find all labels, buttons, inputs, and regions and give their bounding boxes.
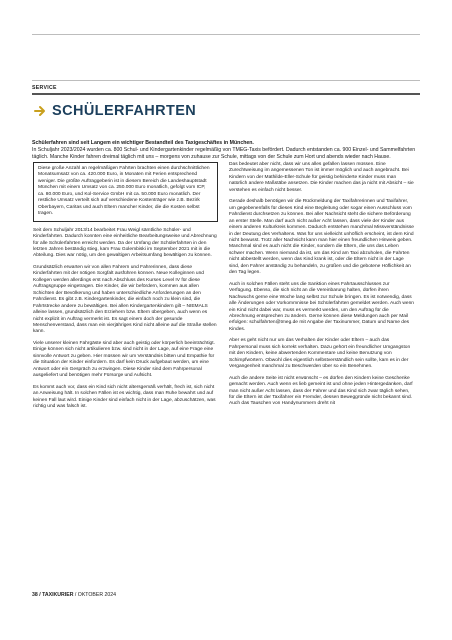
- lead-strong: Schülerfahren sind seit Langem ein wichtiger Bestandteil des Taxigeschäftes in München.: [32, 140, 254, 146]
- body-paragraph: Aber es geht nicht nur um das Verhalten der Kinder oder Eltern – auch das Fahrpersonal muss sich korrekt verhalten. Dazu gehört ein freundlicher Umgangston mit den Kindern, keine abwertenden Kommentare und keine Benutzung von Schimpfwörtern. Obwohl dies eigentlich selbstverständlich sein sollte, kam es in der Vergangenheit manchmal zu Beschwerden über so ein Benehmen.: [229, 338, 411, 370]
- info-box-text: Diese große Anzahl an regelmäßigen Fahrten brachten einen durchschnittlichen Monatsumsatz von ca. 420.000 Euro, in Monaten mit Ferien entsprechend weniger. Die größte Auftraggeberin ist in diesem Bereich die Landeshauptstadt München mit einem Umsatz von ca. 250.000 Euro monatlich, gefolgt vom ICP, ca. 80.000 Euro, und Kol-Service GmbH mit ca. 50.000 Euro monatlich. Der restliche Umsatz verteilt sich auf verschiedene Kostenträger wie z.B. Bezirk Oberbayern, Caritas und auch Eltern mancher Kinder, die die Kosten selbst tragen.: [38, 166, 210, 217]
- top-rule: [32, 34, 420, 35]
- section-label: SERVICE: [32, 85, 57, 91]
- body-paragraph: Seit dem Schuljahr 2013/14 bearbeitet Frau Weigl sämtliche Schüler- und Kinderfahrten. Dadurch konnten eine einheitliche Bearbeitungsweise und Abrechnung für alle Schülerfahrten erreicht werden. Da der Umfang der Schülerfahrten in den letzten Jahren beständig stieg, kam Frau Golembiski im September 2021 mit in die Abteilung. Dies war nötig, um den gewaltigen Arbeitsumfang bewältigen zu können.: [33, 227, 217, 259]
- body-paragraph: Das bedeutet aber nicht, dass wir uns alles gefallen lassen müssen. Eine Zurechtweisung im angemessenen Ton ist immer möglich und auch angebracht. Bei Kindern von der Mathilde-Eller-Schule für geistig behinderte Kinder muss man natürlich andere Maßstäbe ansetzen. Die Kinder machen das ja nicht mit Absicht – sie verstehen es einfach nicht besser.: [229, 162, 414, 193]
- page-footer: 38 / TAXIKURIER / OKTOBER 2024: [32, 592, 117, 598]
- magazine-name: TAXIKURIER: [42, 592, 74, 598]
- body-paragraph: Viele unserer kleinen Fahrgäste sind aber auch geistig oder körperlich beeinträchtigt. Einige können sich nicht artikulieren bzw. sind nicht in der Lage, auf eine Frage eine sinnvolle Antwort zu geben. Hier müssen wir um Verständnis bitten und Empathie für die Situation der Kinder einfordern. Es darf kein Druck aufgebaut werden, um eine Antwort oder ein Gespräch zu erzwingen. Diese Kinder sind dem Fahrpersonal ausgeliefert und benötigen mehr Fürsorge und Aufsicht.: [33, 340, 215, 379]
- body-paragraph: Grundsätzlich erwarten wir von allen Fahrern und Fahrerinnen, dass diese Kinderfahrten mit der nötigen Sorgfalt ausführen können. Neue Kolleginnen und Kollegen werden allerdings erst nach Abschluss des Kurses Level IV für diese Auftragsgruppe eingetragen. Die Kinder, die wir befördern, kommen aus allen Schichten der Bevölkerung und haben unterschiedliche Anforderungen an den Fahrdienst. Es gibt z.B. Kindergartenkinder, die einfach noch zu klein sind, die Fahrtstrecke andere zu bewältigen. Bei allen Kindergartenkindern gilt – NIEMALS alleine lassen, grundsätzlich den Erziehern bzw. Eltern übergeben, auch wenn es nicht explizit im Auftrag vermerkt ist. Es sagt einem doch der gesunde Menschenverstand, dass man ein vierjähriges Kind nicht alleine auf die Straße stellen kann.: [33, 264, 217, 335]
- info-box: [33, 162, 218, 222]
- right-column: [229, 162, 414, 413]
- body-paragraph: Auch in solchen Fällen steht uns die Sanktion eines Fahrtausschlusses zur Verfügung. Ebenso, die sich nicht an die Vereinbarung halten, dürfen ihren Nachwuchs gerne eine Woche lang selbst zur Schule bringen. Es ist notwendig, dass alle Änderungen oder Vorkommnisse bei Schülerfahrten gemeldet werden. Auch wenn ein Kind nicht dabei war, muss es vermerkt werden, um den Auftrag für die Abrechnung entsprechen zu ändern. Gerne können diese Meldungen auch per Mail erfolgen: schulfahrten@tmeg.de mit Angabe der Taxinummer, Datum und Name des Kindes.: [229, 281, 414, 332]
- lead-text: In Schuljahr 2023/2024 wurden ca. 800 Schul- und Kindergartenkinder regelmäßig von TMEG-Taxis befördert. Dadurch entstanden ca. 900 Einzel- und Sammelfahrten täglich. Manche Kinder fahren dreimal täglich mit uns – morgens von zuhause zur Schule, mittags von der Schule zum Hort und abends wieder nach Hause.: [32, 147, 416, 160]
- article-heading: [34, 103, 196, 119]
- section-rule: [32, 80, 420, 81]
- body-paragraph: Auch die andere Seite ist nicht erwünscht – es dürfen den Kindern keine Geschenke gemacht werden. Auch wenn es lieb gemeint ist und ohne jeden Hintergedanken, darf man nicht außer Acht lassen, dass der Fahrer und das Kind sich zwar täglich sehen, für die Eltern ist der Taxifahrer ein Fremder, dessen Beweggründe nicht bekannt sind. Auch das Tauschen von Handynummern dreht nit: [229, 375, 413, 407]
- body-paragraph: Es kommt auch vor, dass ein Kind sich nicht altersgemäß verhält, frech ist, sich nicht an Anweisung hält. In solchen Fällen ist es wichtig, dass man Ruhe bewahrt und auf keinen Fall laut wird. Einige Kinder sind einfach nicht in der Lage, abzuschätzen, was richtig und was falsch ist.: [33, 384, 216, 409]
- article-title: SCHÜLERFAHRTEN: [52, 103, 197, 119]
- issue-date: OKTOBER 2024: [77, 592, 117, 598]
- page-number: 38: [32, 592, 38, 598]
- section-underline: [32, 93, 420, 95]
- body-paragraph: Gerade deshalb benötigen wir die Rückmeldung der Taxifahrerinnen und Taxifahrer, um gegebenenfalls für dieses Kind eine Begleitung oder sogar einen Ausschluss vom Fahrdienst durchsetzen zu können. Bei aller Nachsicht steht die sichere Beförderung an erster Stelle. Man darf auch nicht außer Acht lassen, dass viele der Kinder aus einem anderen Kulturkreis kommen. Dadurch entstehen manchmal Missverständnisse in der Deutung des Verhaltens. Was für uns vielleicht unhöflich erscheint, ist dem Kind nicht bewusst. Trotz aller Nachsicht kann man hier einen freundlichen Hinweis geben. Manchmal sind es auch nicht die Kinder, sondern die Eltern, die uns das Leben schwer machen. Wenn niemand da ist, um das Kind am Taxi abzuholen, die Fahrten nicht abbestellt werden, wenn das Kind krank ist, oder die Eltern nicht in der Lage sind, den Fahrer anständig zu behandeln, zu grüßen und die gebotene Höflichkeit an den Tag legen.: [229, 199, 414, 276]
- left-column: [33, 162, 218, 415]
- arrow-right-icon: [34, 105, 46, 117]
- lead-paragraph: [32, 140, 422, 161]
